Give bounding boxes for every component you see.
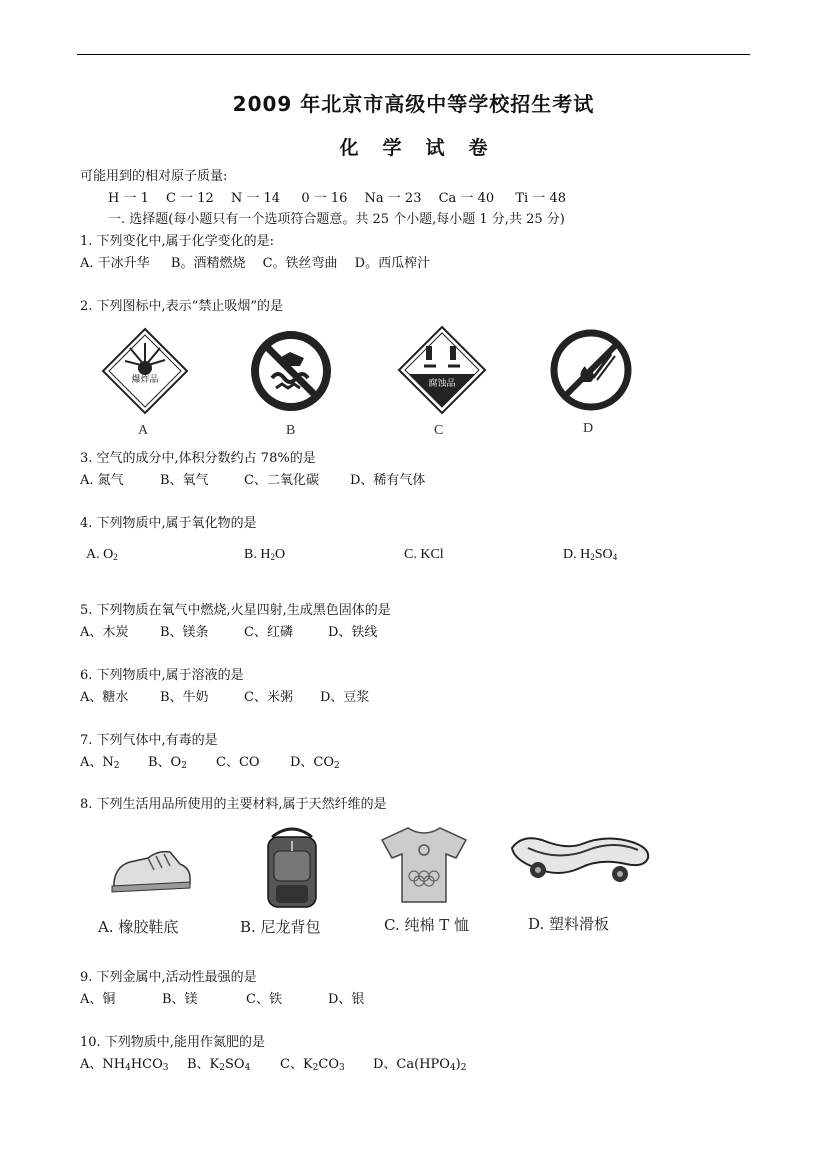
q2-label-d: D [583, 421, 594, 436]
q9-stem: 9. 下列金属中,活动性最强的是 [80, 970, 257, 985]
explosive-sign-icon [100, 326, 190, 416]
q2-label-b: B [286, 423, 296, 438]
q10-options: A、$NH_4HCO_3$ B、$K_2SO_4$ C、$K_2CO_3$ D、$Ca(HPO_4)_2$ [80, 1057, 467, 1073]
q10-stem: 10. 下列物质中,能用作氮肥的是 [80, 1035, 265, 1050]
q7-stem: 7. 下列气体中,有毒的是 [80, 733, 218, 748]
explosive-sign-text: 爆炸品 [131, 375, 159, 385]
q8-caption-a: A. 橡胶鞋底 [98, 918, 179, 936]
q6-options: A、糖水 B、牛奶 C、米粥 D、豆浆 [80, 690, 370, 705]
q7-options: A、$N_2$ B、$O_2$ C、CO D、$CO_2$ [80, 755, 340, 771]
q5-options: A、木炭 B、镁条 C、红磷 D、铁线 [80, 625, 378, 640]
section1-heading: 一. 选择题(每小题只有一个选项符合题意。共 25 个小题,每小题 1 分,共 25 分) [108, 212, 565, 227]
q8-caption-d: D. 塑料滑板 [528, 915, 610, 933]
plastic-skateboard-icon [508, 828, 652, 890]
q4-option-d: D. $H_2SO_4$ [563, 547, 618, 562]
q4-option-a: A. $O_2$ [86, 547, 118, 562]
rubber-shoe-icon [108, 838, 194, 898]
no-open-flame-sign-icon [250, 330, 332, 412]
header-rule [77, 54, 750, 55]
q9-options: A、铜 B、镁 C、铁 D、银 [80, 992, 365, 1007]
q8-caption-b: B. 尼龙背包 [240, 918, 321, 936]
q8-caption-c: C. 纯棉 T 恤 [384, 916, 470, 934]
q8-stem: 8. 下列生活用品所使用的主要材料,属于天然纤维的是 [80, 797, 387, 812]
cotton-tshirt-icon [378, 824, 470, 906]
q4-options [86, 547, 686, 565]
no-smoking-sign-icon [549, 328, 633, 412]
q2-stem: 2. 下列图标中,表示“禁止吸烟”的是 [80, 299, 283, 314]
q2-label-c: C [434, 423, 444, 438]
q4-option-c: C. KCl [404, 547, 444, 562]
q4-option-b: B. $H_2O$ [244, 547, 286, 562]
q3-options: A. 氮气 B、氧气 C、二氧化碳 D、稀有气体 [80, 473, 426, 488]
q1-options: A. 干冰升华 B。酒精燃烧 C。铁丝弯曲 D。西瓜榨汁 [80, 256, 431, 271]
q5-stem: 5. 下列物质在氧气中燃烧,火星四射,生成黑色固体的是 [80, 603, 391, 618]
atomic-mass-values: H 一 1 C 一 12 N 一 14 0 一 16 Na 一 23 Ca 一 40 Ti 一 48 [108, 191, 567, 206]
atomic-mass-label: 可能用到的相对原子质量: [80, 169, 228, 184]
corrosive-sign-text: 腐蚀品 [428, 379, 456, 389]
q3-stem: 3. 空气的成分中,体积分数约占 78%的是 [80, 451, 316, 466]
q4-stem: 4. 下列物质中,属于氧化物的是 [80, 516, 257, 531]
q1-stem: 1. 下列变化中,属于化学变化的是: [80, 234, 275, 249]
exam-title: 2009 年北京市高级中等学校招生考试 [232, 92, 595, 116]
q2-label-a: A [138, 423, 149, 438]
nylon-backpack-icon [260, 823, 324, 911]
exam-subtitle: 化 学 试 卷 [339, 137, 488, 159]
corrosive-sign-icon [396, 324, 488, 416]
q6-stem: 6. 下列物质中,属于溶液的是 [80, 668, 244, 683]
